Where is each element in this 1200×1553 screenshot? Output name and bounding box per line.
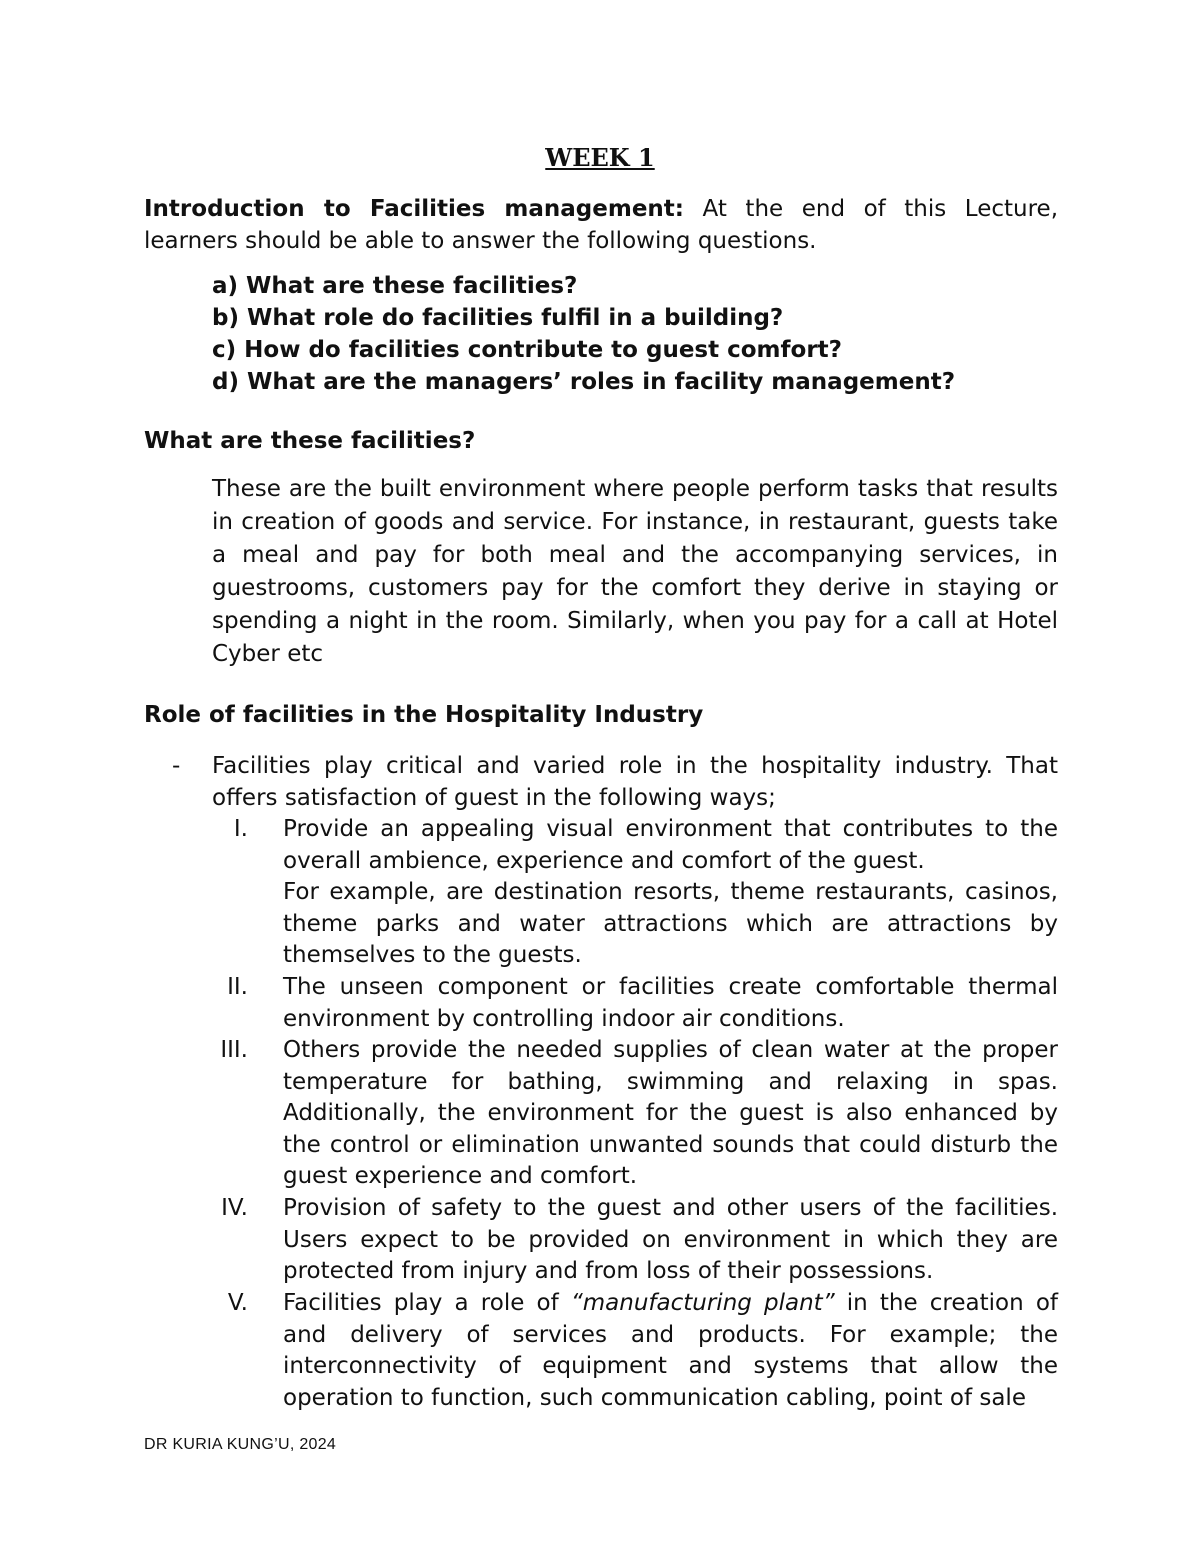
dash-item-text: Facilities play critical and varied role in the hospitality industry. That offers satisfaction of guest in the following ways; xyxy=(212,753,1058,811)
intro-paragraph xyxy=(144,193,1058,257)
roman-item-text-before: Facilities play a role of xyxy=(283,1290,571,1316)
question-item: b) What role do facilities fulfil in a building? xyxy=(212,305,784,331)
roman-item-text: Provision of safety to the guest and other users of the facilities. Users expect to be provided on environment in which they are protected from injury and from loss of their possessions. xyxy=(283,1195,1058,1284)
section-heading-role: Role of facilities in the Hospitality Industry xyxy=(144,702,704,728)
question-item: c) How do facilities contribute to guest comfort? xyxy=(212,337,843,363)
dash-marker: - xyxy=(172,753,181,779)
page-footer: DR KURIA KUNG’U, 2024 xyxy=(144,1436,337,1453)
roman-marker: IV. xyxy=(221,1195,248,1221)
week-title: WEEK 1 xyxy=(545,143,655,172)
intro-text: At the end of this Lecture, learners should be able to answer the following questions. xyxy=(144,196,1059,254)
roman-item-example-text: For example, are destination resorts, theme restaurants, casinos, theme parks and water attractions which are attractions by themselves to the guests. xyxy=(283,879,1058,968)
roman-item-text: Others provide the needed supplies of clean water at the proper temperature for bathing, swimming and relaxing in spas. Additionally, the environment for the guest is also enhanced by the control or elimination unwanted sounds that could disturb the guest experience and comfort. xyxy=(283,1037,1058,1189)
roman-item-text: The unseen component or facilities create comfortable thermal environment by controlling indoor air conditions. xyxy=(283,974,1058,1032)
roman-item-main-text: Provide an appealing visual environment that contributes to the overall ambience, experience and comfort of the guest. xyxy=(283,816,1058,874)
roman-item-text xyxy=(283,1288,1058,1414)
roman-marker: III. xyxy=(220,1037,248,1063)
roman-item-text xyxy=(283,814,1058,972)
facilities-paragraph: These are the built environment where people perform tasks that results in creation of goods and service. For instance, in restaurant, guests take a meal and pay for both meal and the accompanying services, in guestrooms, customers pay for the comfort they derive in staying or spending a night in the room. Similarly, when you pay for a call at Hotel Cyber etc xyxy=(212,476,1058,667)
roman-item-text-after: in the creation of and delivery of services and products. For example; the interconnectivity of equipment and systems that allow the operation to function, such communication cabling, point of sale xyxy=(283,1290,1058,1411)
intro-label: Introduction to Facilities management: xyxy=(144,196,685,222)
roman-marker: I. xyxy=(233,816,248,842)
question-item: a) What are these facilities? xyxy=(212,273,578,299)
section-heading-facilities: What are these facilities? xyxy=(144,428,476,454)
roman-item-italic-term: “manufacturing plant” xyxy=(570,1290,835,1316)
questions-list xyxy=(212,270,1072,398)
roman-marker: V. xyxy=(227,1290,248,1316)
roman-marker: II. xyxy=(227,974,248,1000)
question-item: d) What are the managers’ roles in facility management? xyxy=(212,369,956,395)
